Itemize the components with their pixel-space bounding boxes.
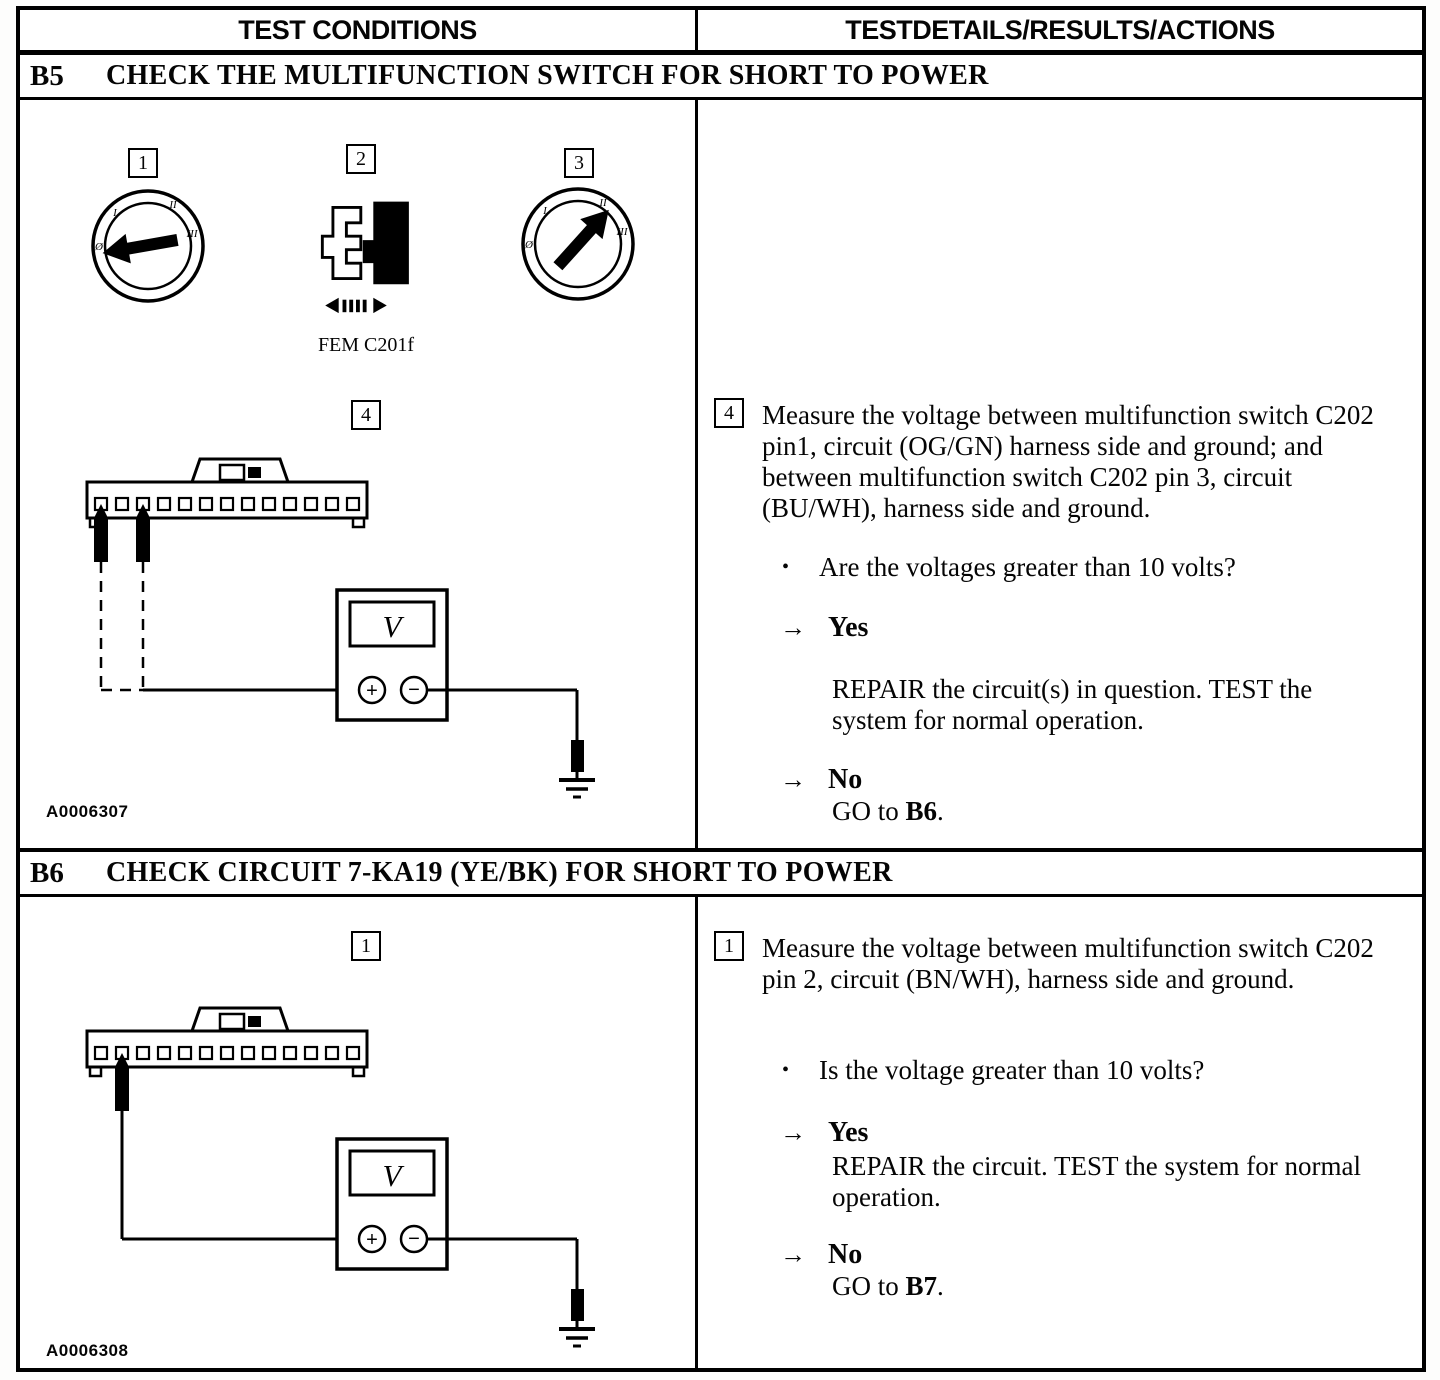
connector-latch xyxy=(192,459,288,482)
goto-target: B7 xyxy=(905,1271,938,1301)
voltmeter-label: V xyxy=(382,1158,402,1193)
section-b6-title: CHECK CIRCUIT 7-KA19 (YE/BK) FOR SHORT TO POWER xyxy=(106,857,893,888)
arrow-hatch xyxy=(363,300,367,313)
disconnect-arrow-left xyxy=(325,298,338,313)
section-b6-id: B6 xyxy=(30,856,64,889)
section-b5-id: B5 xyxy=(30,59,64,92)
figure-id: A0006307 xyxy=(46,802,129,821)
probe-leads-dashed xyxy=(101,562,143,690)
step-box-3 xyxy=(564,148,594,178)
test-conditions-header: TEST CONDITIONS xyxy=(20,10,698,50)
step-number: 1 xyxy=(138,151,148,174)
connector-latch xyxy=(192,1008,288,1031)
dial-label-3: III xyxy=(616,226,628,238)
arrow-icon: → xyxy=(780,613,806,642)
no-row xyxy=(780,764,862,796)
minus-sign: − xyxy=(408,1228,420,1250)
ground-lead xyxy=(427,690,577,742)
goto-prefix: GO to xyxy=(832,1271,906,1301)
disconnect-arrow-right xyxy=(373,298,386,313)
latch-detail xyxy=(248,467,261,478)
section-b6-content-row xyxy=(20,897,1422,1368)
question-text: Is the voltage greater than 10 volts? xyxy=(819,1055,1205,1085)
pinpoint-test-table xyxy=(16,6,1426,1372)
yes-action-text: REPAIR the circuit. TEST the system for normal operation. xyxy=(832,1151,1361,1212)
b6-details-cell xyxy=(698,897,1422,1368)
arrow-icon: → xyxy=(780,1118,806,1147)
no-action-text xyxy=(832,796,944,827)
arrow-icon: → xyxy=(780,765,806,794)
no-label: No xyxy=(828,764,863,795)
yes-row xyxy=(780,612,868,644)
minus-sign: − xyxy=(408,679,420,701)
ground-symbol xyxy=(559,1289,595,1346)
arrow-hatch xyxy=(356,300,360,313)
goto-target: B6 xyxy=(905,796,938,826)
table-header-row xyxy=(20,10,1422,55)
ignition-switch-run-icon xyxy=(518,184,638,304)
b5-conditions-cell xyxy=(20,100,698,848)
step-box-4 xyxy=(351,400,381,430)
step-number-box xyxy=(714,398,744,428)
section-b5-title-row xyxy=(20,55,1422,100)
step-box-1 xyxy=(128,148,158,178)
no-row xyxy=(780,1239,862,1271)
step-number: 1 xyxy=(724,934,734,957)
section-b5-content-row xyxy=(20,100,1422,848)
plus-sign: + xyxy=(366,680,378,702)
dial-label-1: I xyxy=(113,207,117,219)
yes-row xyxy=(780,1117,868,1149)
step-number: 4 xyxy=(724,401,734,424)
voltmeter-label: V xyxy=(382,609,402,644)
question-row xyxy=(782,552,1236,583)
dial-label-1: I xyxy=(543,205,547,217)
dial-label-2: II xyxy=(599,197,607,209)
question-row xyxy=(782,1055,1204,1086)
latch-detail xyxy=(220,465,244,480)
b6-conditions-cell xyxy=(20,897,698,1368)
meter-lead xyxy=(122,1111,359,1239)
test-details-header: TESTDETAILS/RESULTS/ACTIONS xyxy=(845,14,1275,45)
step-number-box xyxy=(714,931,744,961)
goto-suffix: . xyxy=(937,796,944,826)
step-number: 3 xyxy=(574,151,584,174)
section-b6-title-row xyxy=(20,848,1422,897)
bullet-icon: • xyxy=(782,556,790,578)
instruction-text: Measure the voltage between multifunction switch C202 pin 2, circuit (BN/WH), harness side and ground. xyxy=(762,933,1374,994)
arrow-hatch xyxy=(349,300,353,313)
dial-label-2: II xyxy=(169,199,177,211)
plus-sign: + xyxy=(366,1229,378,1251)
b5-measurement-diagram xyxy=(42,452,682,832)
yes-action-text: REPAIR the circuit(s) in question. TEST the system for normal operation. xyxy=(832,674,1313,735)
dial-label-3: III xyxy=(186,228,198,240)
section-b5-title: CHECK THE MULTIFUNCTION SWITCH FOR SHORT TO POWER xyxy=(106,60,989,91)
connector-label: FEM C201f xyxy=(317,334,415,356)
figure-id: A0006308 xyxy=(46,1341,129,1360)
connector-mate xyxy=(363,202,409,285)
goto-prefix: GO to xyxy=(832,796,906,826)
no-action-text xyxy=(832,1271,944,1302)
dial-label-0: Ø xyxy=(525,239,533,251)
ground-lead xyxy=(427,1239,577,1291)
harness-connector-icon xyxy=(306,182,431,327)
b5-details-cell xyxy=(698,100,1422,848)
dial-label-0: Ø xyxy=(95,241,103,253)
connector-body xyxy=(322,207,360,278)
question-text: Are the voltages greater than 10 volts? xyxy=(819,552,1236,582)
b6-measurement-diagram xyxy=(42,1001,682,1361)
switch-position-arrow xyxy=(547,200,620,277)
step-number: 1 xyxy=(361,934,371,957)
arrow-hatch xyxy=(343,300,347,313)
no-label: No xyxy=(828,1239,863,1270)
latch-detail xyxy=(220,1014,244,1029)
latch-detail xyxy=(248,1016,261,1027)
step-number: 4 xyxy=(361,403,371,426)
step-box-1 xyxy=(351,931,381,961)
yes-label: Yes xyxy=(828,1117,869,1148)
yes-label: Yes xyxy=(828,612,869,643)
arrow-icon: → xyxy=(780,1240,806,1269)
step-box-2 xyxy=(346,144,376,174)
ground-symbol xyxy=(559,740,595,797)
switch-position-arrow xyxy=(100,225,180,268)
ignition-switch-off-icon xyxy=(88,186,208,306)
bullet-icon: • xyxy=(782,1059,790,1081)
step-number: 2 xyxy=(356,147,366,170)
goto-suffix: . xyxy=(937,1271,944,1301)
instruction-text: Measure the voltage between multifunction switch C202 pin1, circuit (OG/GN) harness side and ground; and between multifunction switch C202 pin 3, circuit (BU/WH), harness side and ground. xyxy=(762,400,1374,523)
